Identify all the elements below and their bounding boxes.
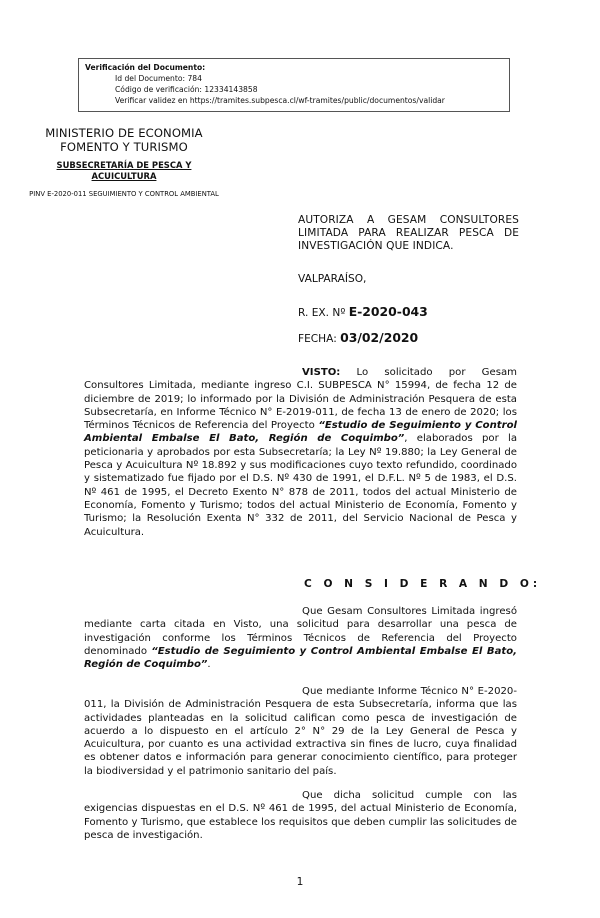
resolution-title: AUTORIZA A GESAM CONSULTORES LIMITADA PARA REALIZAR PESCA DE INVESTIGACIÓN QUE INDICA. (298, 214, 519, 252)
ministry-name (28, 126, 220, 154)
visto-project-name: “Estudio de Seguimiento y Control Ambiental Embalse El Bato, Región de Coquimbo” (84, 420, 517, 445)
verification-item-code: • Código de verificación: 12334143858 (115, 84, 503, 95)
considerando-paragraph-1 (84, 605, 517, 671)
visto-paragraph (84, 366, 517, 539)
considerando-2-text: Que mediante Informe Técnico N° E-2020-011, la División de Administración Pesquera de esta Subsecretaría, informa que las actividades planteadas en la solicitud califican como pesca de investigación de acuerdo a lo dispuesto en el artículo 2° N° 29 de la Ley General de Pesca y Acuicultura, por cuanto es una actividad extractiva sin fines de lucro, cuya finalidad es obtener datos e información para generar conocimiento científico, para proteger la biodiversidad y el patrimonio sanitario del país. (84, 686, 517, 777)
considerando-1-text: Que Gesam Consultores Limitada ingresó mediante carta citada en Visto, una solicitud para desarrollar una pesca de investigación conforme los Términos Técnicos de Referencia del Proyecto denominado (84, 606, 517, 657)
subsecretaria-name: SUBSECRETARÍA DE PESCA Y ACUICULTURA (56, 160, 192, 181)
considerando-1-end: . (207, 659, 211, 671)
ministry-line-1: MINISTERIO DE ECONOMIA (45, 126, 203, 140)
considerando-paragraph-2 (84, 685, 517, 778)
rex-label: R. EX. Nº (298, 307, 346, 319)
verification-title: Verificación del Documento: (85, 63, 206, 72)
visto-text-1: Lo solicitado por Gesam Consultores Limitada, mediante ingreso C.I. SUBPESCA N° 15994, de fecha 12 de diciembre de 2019; lo informado por la División de Administración Pesquera de esta Subsecretaría, en Informe Técnico N° E-2019-011, de fecha 13 de enero de 2020; los Términos Técnicos de Referencia del Proyecto (84, 367, 517, 432)
visto-text-2: , elaborados por la peticionaria y aprobados por esta Subsecretaría; la Ley Nº 19.880; la Ley General de Pesca y Acuicultura Nº 18.892 y sus modificaciones cuyo texto refundido, coordinado y sistematizado fue fijado por el D.S. Nº 430 de 1991, el D.F.L. Nº 5 de 1983, el D.S. Nº 461 de 1995, el Decreto Exento N° 878 de 2011, todos del actual Ministerio de Economía, Fomento y Turismo; todos del actual Ministerio de Economía, Fomento y Turismo; la Resolución Exenta N° 332 de 2011, del Servicio Nacional de Pesca y Acuicultura. (84, 433, 517, 538)
verification-list (85, 73, 503, 106)
fecha-value: 03/02/2020 (340, 330, 419, 345)
considerando-heading: C O N S I D E R A N D O: (304, 578, 542, 590)
rex-number: E-2020-043 (348, 304, 428, 319)
resolution-number-row (298, 304, 428, 319)
verification-item-id: • Id del Documento: 784 (115, 73, 503, 84)
resolution-place: VALPARAÍSO, (298, 273, 367, 285)
considerando-1-project-name: “Estudio de Seguimiento y Control Ambiental Embalse El Bato, Región de Coquimbo” (84, 645, 517, 671)
fecha-label: FECHA: (298, 333, 337, 345)
page-number: 1 (296, 876, 304, 888)
resolution-date-row (298, 330, 418, 345)
pinv-reference: PINV E-2020-011 SEGUIMIENTO Y CONTROL AMBIENTAL (29, 190, 219, 198)
verification-item-url: • Verificar validez en https://tramites.subpesca.cl/wf-tramites/public/documentos/validar (115, 95, 503, 106)
verification-box (78, 58, 510, 112)
considerando-3-text: Que dicha solicitud cumple con las exigencias dispuestas en el D.S. Nº 461 de 1995, del actual Ministerio de Economía, Fomento y Turismo, que establece los requisitos que deben cumplir las solicitudes de pesca de investigación. (84, 790, 517, 841)
visto-label: VISTO: (302, 367, 341, 378)
considerando-paragraph-3 (84, 789, 517, 842)
ministry-line-2: FOMENTO Y TURISMO (60, 140, 188, 154)
